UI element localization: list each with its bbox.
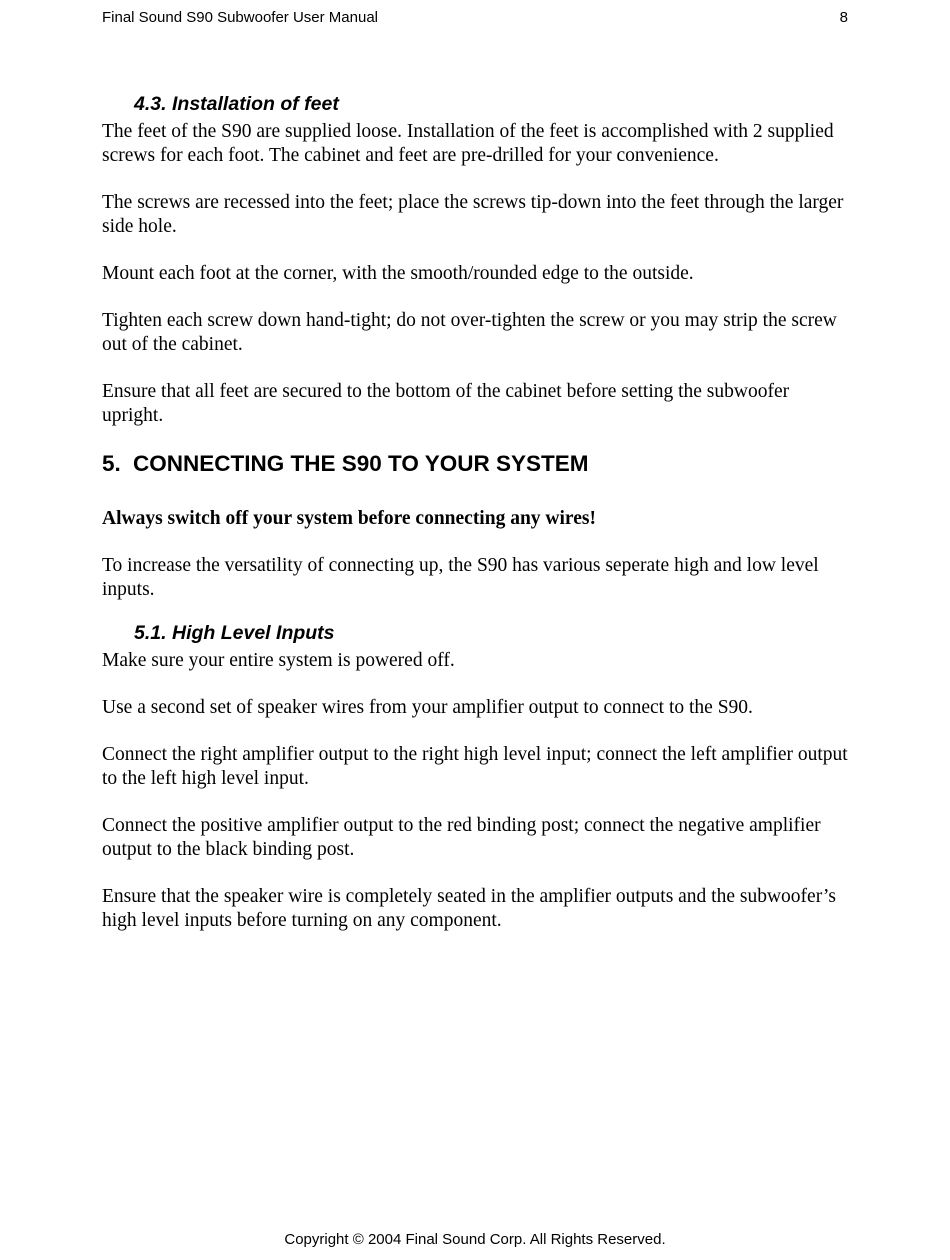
paragraph: Tighten each screw down hand-tight; do not over-tighten the screw or you may strip the screw out of the cabinet.: [102, 310, 837, 355]
section-number: 5.: [102, 451, 121, 476]
section-title: CONNECTING THE S90 TO YOUR SYSTEM: [133, 451, 589, 476]
subsection-number: 4.3.: [134, 93, 167, 115]
page-content: [102, 92, 850, 956]
copyright-notice: Copyright © 2004 Final Sound Corp. All Rights Reserved.: [284, 1231, 666, 1248]
paragraph: To increase the versatility of connecting up, the S90 has various seperate high and low level inputs.: [102, 555, 819, 600]
page-number: 8: [839, 9, 848, 26]
paragraph: Use a second set of speaker wires from your amplifier output to connect to the S90.: [102, 697, 753, 718]
subsection-title: High Level Inputs: [172, 622, 335, 644]
subsection-heading-high-level-inputs: [134, 621, 850, 645]
paragraph: Make sure your entire system is powered off.: [102, 650, 455, 671]
paragraph: Ensure that all feet are secured to the bottom of the cabinet before setting the subwoofer upright.: [102, 381, 790, 426]
section-heading-connecting: [102, 450, 850, 478]
paragraph: The feet of the S90 are supplied loose. Installation of the feet is accomplished with 2 supplied screws for each foot. The cabinet and feet are pre-drilled for your convenience.: [102, 121, 834, 166]
paragraph: Connect the right amplifier output to the right high level input; connect the left amplifier output to the left high level input.: [102, 744, 848, 789]
paragraph: The screws are recessed into the feet; place the screws tip-down into the feet through the larger side hole.: [102, 192, 844, 237]
warning-paragraph: Always switch off your system before connecting any wires!: [102, 508, 596, 529]
subsection-heading-installation-of-feet: [134, 92, 850, 116]
paragraph: Mount each foot at the corner, with the smooth/rounded edge to the outside.: [102, 263, 694, 284]
paragraph: Ensure that the speaker wire is completely seated in the amplifier outputs and the subwoofer’s high level inputs before turning on any component.: [102, 886, 836, 931]
page-footer: [0, 1231, 950, 1249]
document-title: Final Sound S90 Subwoofer User Manual: [102, 9, 378, 26]
page-header: [102, 9, 848, 27]
subsection-number: 5.1.: [134, 622, 167, 644]
subsection-title: Installation of feet: [172, 93, 339, 115]
paragraph: Connect the positive amplifier output to the red binding post; connect the negative amplifier output to the black binding post.: [102, 815, 821, 860]
